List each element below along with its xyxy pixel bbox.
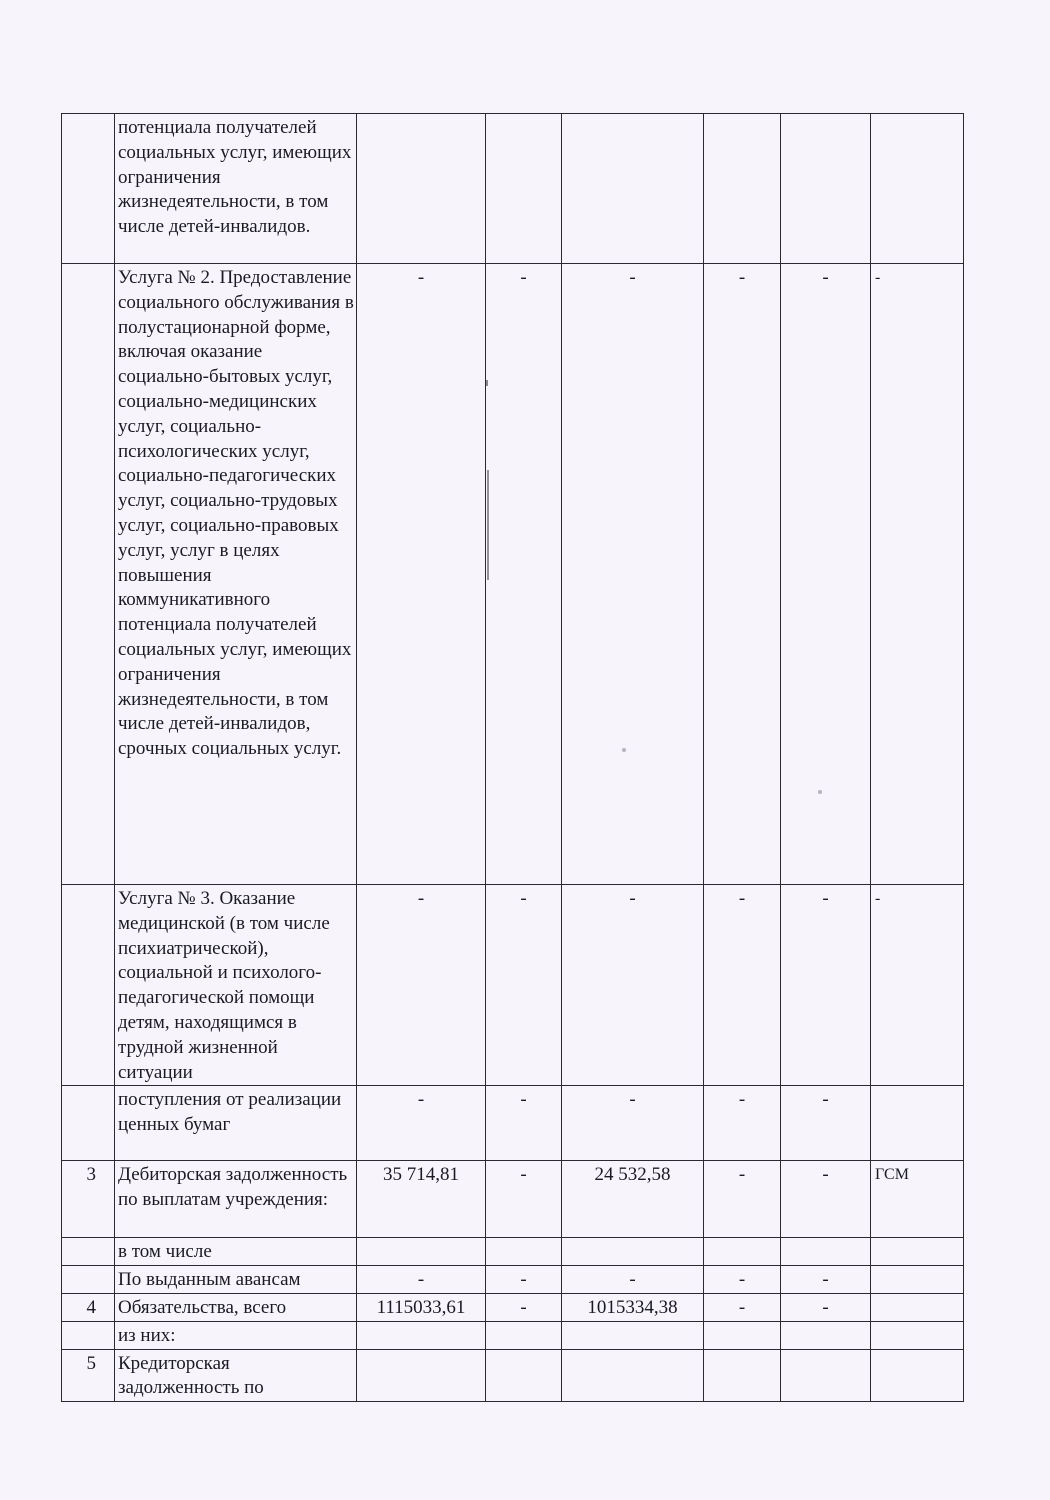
table-row [62,264,964,885]
value-cell: - [486,1086,562,1161]
value-cell [357,1321,486,1349]
value-cell: - [486,1266,562,1294]
value-cell [871,1086,964,1161]
row-number-cell [62,264,115,885]
row-number-cell: 4 [62,1293,115,1321]
value-cell: 24 532,58 [562,1161,704,1238]
description-cell: Дебиторская задолженность по выплатам учреждения: [115,1161,357,1238]
value-cell: - [781,1161,871,1238]
value-cell [357,114,486,264]
value-cell: - [562,1086,704,1161]
row-number-cell [62,1266,115,1294]
value-cell: - [704,264,781,885]
value-cell: - [357,1266,486,1294]
value-cell: - [704,1266,781,1294]
value-cell [357,1349,486,1402]
value-cell [357,1238,486,1266]
value-cell: - [704,1293,781,1321]
table-row [62,114,964,264]
value-cell: - [562,885,704,1086]
description-cell: поступления от реализации ценных бумаг [115,1086,357,1161]
value-cell [781,1349,871,1402]
value-cell: - [871,885,964,1086]
value-cell: - [704,885,781,1086]
value-cell: 1115033,61 [357,1293,486,1321]
value-cell: - [871,264,964,885]
table-row [62,885,964,1086]
value-cell [781,1321,871,1349]
value-cell: 35 714,81 [357,1161,486,1238]
scan-artifact-line [486,380,488,386]
value-cell: - [781,1086,871,1161]
value-cell [871,1293,964,1321]
value-cell [871,1238,964,1266]
description-cell: из них: [115,1321,357,1349]
value-cell [871,1266,964,1294]
value-cell [486,1321,562,1349]
value-cell: - [781,264,871,885]
description-cell: Услуга № 2. Предоставление социального обслуживания в полустационарной форме, включая оказание социально-бытовых услуг, социально-медицинских услуг, социально-психологических услуг, социально-педагогических услуг, социально-трудовых услуг, социально-правовых услуг, услуг в целях повышения коммуникативного потенциала получателей социальных услуг, имеющих ограничения жизнедеятельности, в том числе детей-инвалидов, срочных социальных услуг. [115,264,357,885]
value-cell: - [486,264,562,885]
table-row [62,1349,964,1402]
value-cell [562,1349,704,1402]
value-cell [871,114,964,264]
description-cell: Обязательства, всего [115,1293,357,1321]
row-number-cell: 3 [62,1161,115,1238]
value-cell: - [781,885,871,1086]
financial-table [61,113,964,1402]
value-cell: - [357,885,486,1086]
description-cell: Услуга № 3. Оказание медицинской (в том числе психиатрической), социальной и психолого-педагогической помощи детям, находящимся в трудной жизненной ситуации [115,885,357,1086]
table-row [62,1266,964,1294]
value-cell: - [781,1266,871,1294]
table-row [62,1238,964,1266]
table-row [62,1161,964,1238]
scan-artifact-line [487,470,489,580]
row-number-cell [62,1321,115,1349]
scan-artifact-speck [622,748,626,752]
table-body [62,114,964,1402]
description-cell: в том числе [115,1238,357,1266]
value-cell: - [562,264,704,885]
value-cell: - [781,1293,871,1321]
description-cell: Кредиторская задолженность по [115,1349,357,1402]
table-row [62,1086,964,1161]
row-number-cell [62,114,115,264]
value-cell: - [486,885,562,1086]
value-cell [562,1238,704,1266]
table-row [62,1321,964,1349]
value-cell [562,114,704,264]
value-cell [871,1321,964,1349]
row-number-cell [62,1238,115,1266]
value-cell [704,1349,781,1402]
value-cell [704,114,781,264]
value-cell [486,1349,562,1402]
value-cell: - [562,1266,704,1294]
value-cell: - [704,1086,781,1161]
value-cell [781,114,871,264]
value-cell [781,1238,871,1266]
value-cell [704,1238,781,1266]
value-cell: - [357,264,486,885]
scan-artifact-speck [818,790,822,794]
value-cell [704,1321,781,1349]
table-row [62,1293,964,1321]
value-cell: - [486,1161,562,1238]
row-number-cell [62,885,115,1086]
value-cell [562,1321,704,1349]
value-cell: ГСМ [871,1161,964,1238]
description-cell: потенциала получателей социальных услуг, имеющих ограничения жизнедеятельности, в том числе детей-инвалидов. [115,114,357,264]
value-cell: - [357,1086,486,1161]
description-cell: По выданным авансам [115,1266,357,1294]
row-number-cell [62,1086,115,1161]
value-cell: 1015334,38 [562,1293,704,1321]
row-number-cell: 5 [62,1349,115,1402]
value-cell: - [704,1161,781,1238]
value-cell [486,1238,562,1266]
value-cell [871,1349,964,1402]
value-cell: - [486,1293,562,1321]
value-cell [486,114,562,264]
